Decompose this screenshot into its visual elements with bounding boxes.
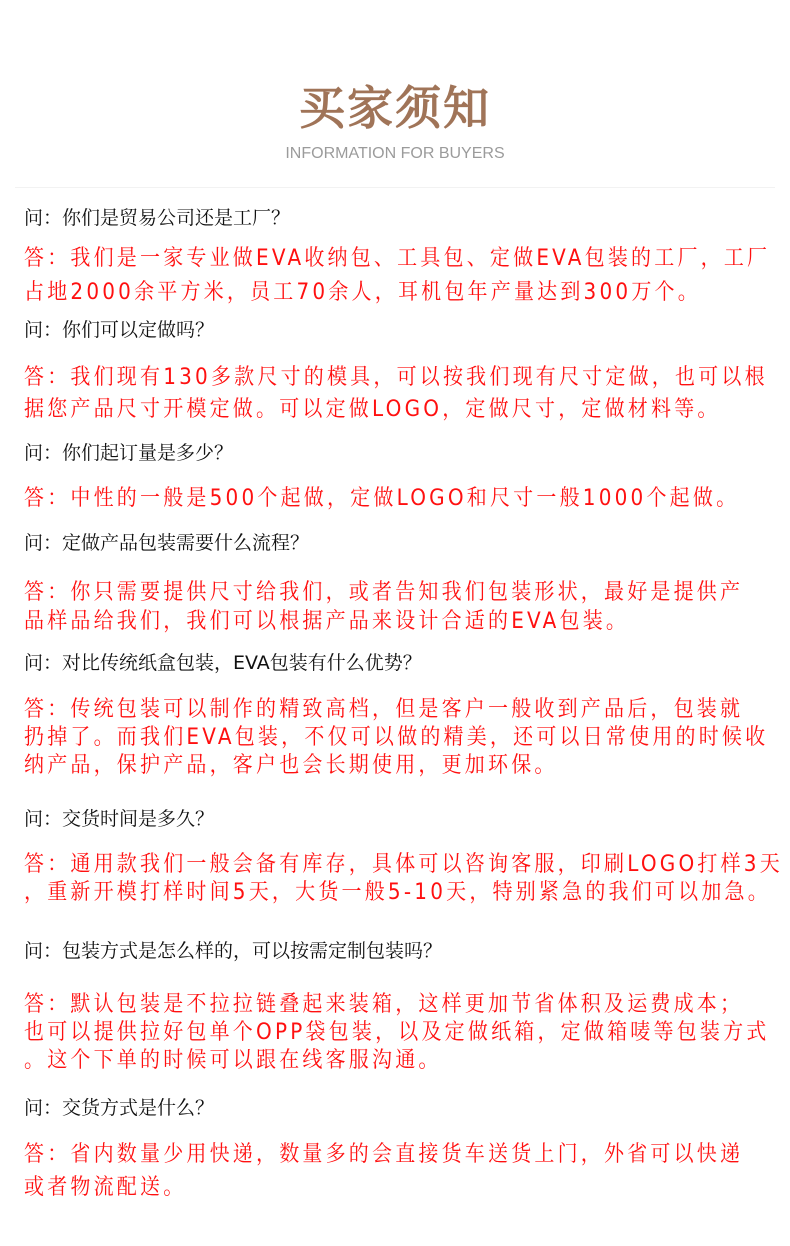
faq-question: 问：交货时间是多久？: [24, 808, 215, 830]
faq-question: 问：对比传统纸盒包装，EVA包装有什么优势？: [24, 652, 422, 674]
faq-answer-line: 品样品给我们，我们可以根据产品来设计合适的EVA包装。: [24, 606, 630, 634]
faq-question: 问：定做产品包装需要什么流程？: [24, 532, 310, 554]
faq-answer-line: 答：你只需要提供尺寸给我们，或者告知我们包装形状，最好是提供产: [24, 577, 744, 605]
faq-question: 问：你们可以定做吗？: [24, 319, 215, 341]
faq-answer-line: 答：省内数量少用快递，数量多的会直接货车送货上门，外省可以快递: [24, 1139, 744, 1167]
faq-answer-line: 答：我们是一家专业做EVA收纳包、工具包、定做EVA包装的工厂，工厂: [24, 243, 771, 271]
faq-answer-line: 据您产品尺寸开模定做。可以定做LOGO，定做尺寸，定做材料等。: [24, 394, 721, 422]
divider: [15, 187, 775, 188]
faq-answer-line: 答：默认包装是不拉拉链叠起来装箱，这样更加节省体积及运费成本；: [24, 989, 744, 1017]
page-title: 买家须知: [299, 81, 491, 135]
faq-answer-line: 或者物流配送。: [24, 1172, 187, 1200]
faq-answer-line: 纳产品，保护产品，客户也会长期使用，更加环保。: [24, 750, 558, 778]
faq-question: 问：你们是贸易公司还是工厂？: [24, 207, 291, 229]
faq-answer-line: 答：我们现有130多款尺寸的模具，可以按我们现有尺寸定做，也可以根: [24, 362, 768, 390]
faq-answer-line: 扔掉了。而我们EVA包装，不仅可以做的精美，还可以日常使用的时候收: [24, 722, 769, 750]
faq-answer-line: 答：中性的一般是500个起做，定做LOGO和尺寸一般1000个起做。: [24, 483, 740, 511]
faq-question: 问：交货方式是什么？: [24, 1097, 215, 1119]
faq-answer-line: 答：通用款我们一般会备有库存，具体可以咨询客服，印刷LOGO打样3天: [24, 849, 783, 877]
faq-question: 问：包装方式是怎么样的，可以按需定制包装吗？: [24, 940, 443, 962]
faq-question: 问：你们起订量是多少？: [24, 442, 234, 464]
faq-answer-line: 占地2000余平方米，员工70余人，耳机包年产量达到300万个。: [24, 277, 701, 305]
faq-answer-line: 答：传统包装可以制作的精致高档，但是客户一般收到产品后，包装就: [24, 694, 744, 722]
faq-answer-line: 。这个下单的时候可以跟在线客服沟通。: [24, 1045, 442, 1073]
page-subtitle: INFORMATION FOR BUYERS: [285, 145, 505, 162]
faq-answer-line: 也可以提供拉好包单个OPP袋包装，以及定做纸箱，定做箱唛等包装方式: [24, 1017, 770, 1045]
faq-answer-line: ，重新开模打样时间5天，大货一般5-10天，特别紧急的我们可以加急。: [24, 877, 771, 905]
